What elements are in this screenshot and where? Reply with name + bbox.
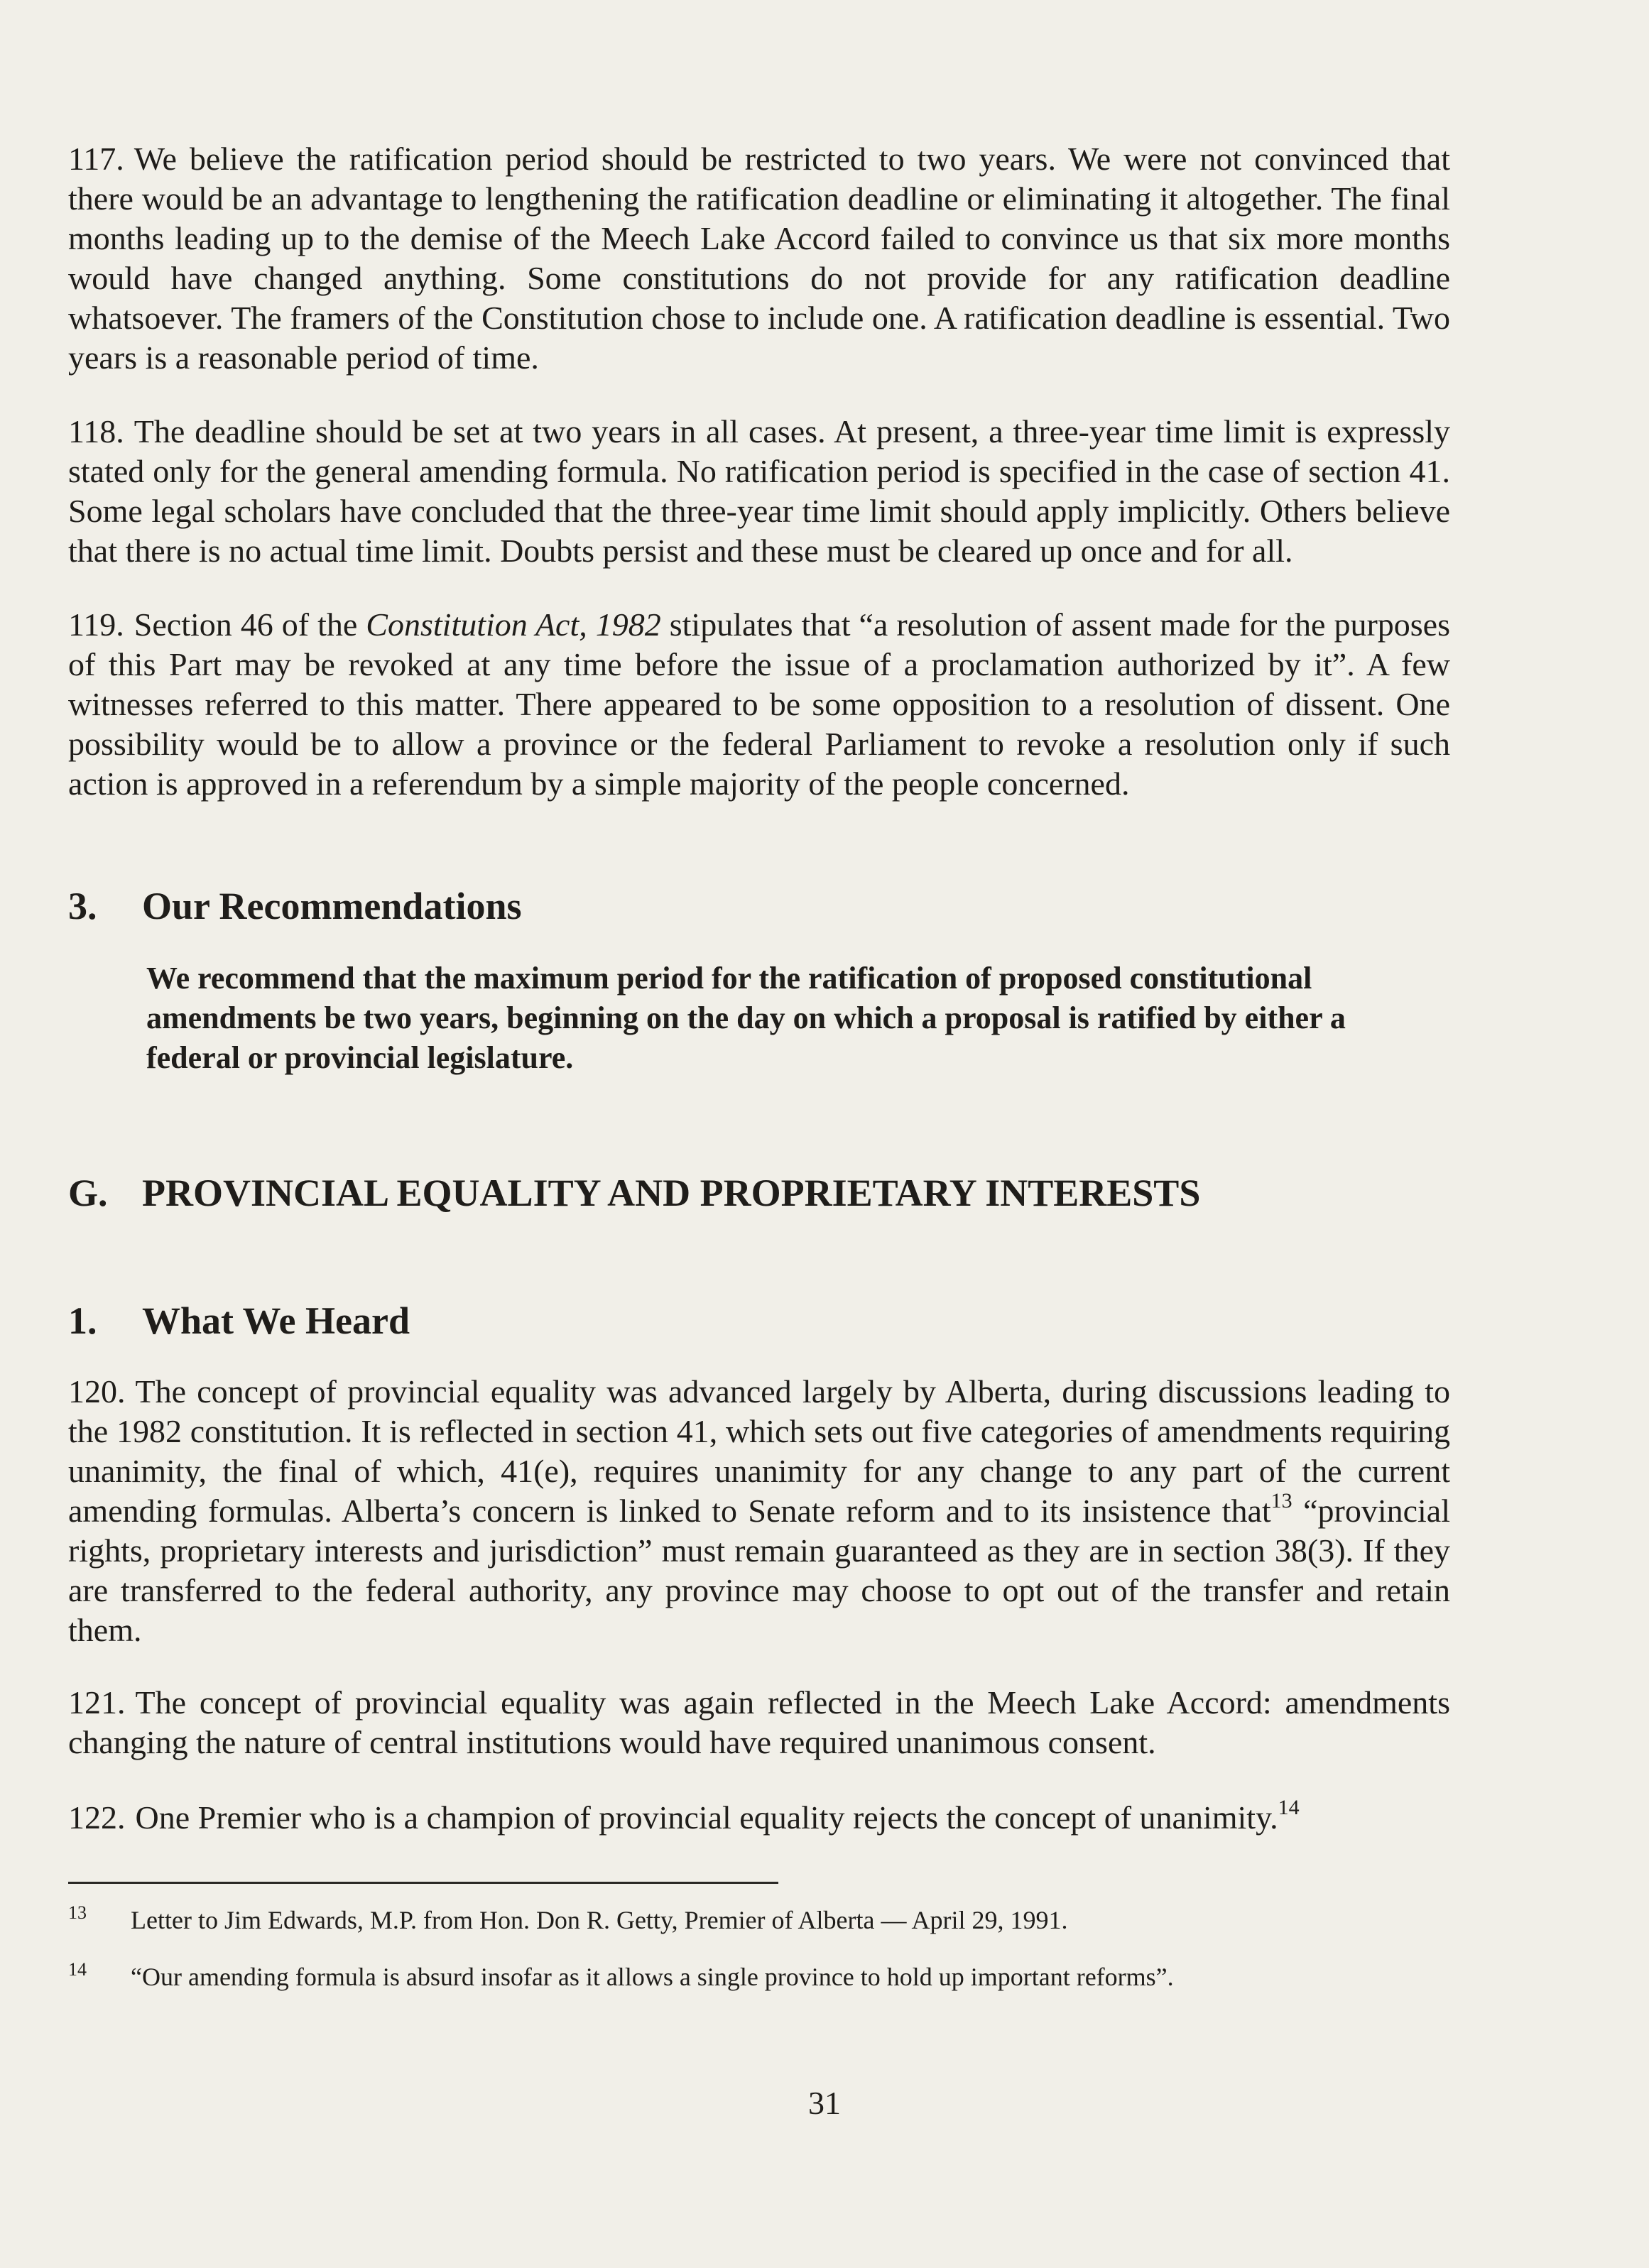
act-title: Constitution Act, 1982	[366, 606, 661, 643]
paragraph-118	[68, 412, 1450, 571]
footnote-ref-14: 14	[1278, 1796, 1300, 1819]
recommendation-text: We recommend that the maximum period for the ratification of proposed constitutional amendments be two years, beginning on the day on which a proposal is ratified by either a federal or provincial legislature.	[146, 961, 1346, 1075]
paragraph-text: The concept of provincial equality was again reflected in the Meech Lake Accord: amendments changing the nature of central institutions would have required unanimous consent.	[68, 1684, 1450, 1760]
footnote-number: 14	[68, 1959, 87, 1980]
paragraph-120	[68, 1372, 1450, 1650]
footnote-14	[68, 1954, 1450, 1992]
footnote-number: 13	[68, 1902, 87, 1923]
paragraph-text-continued: “provincial rights, proprietary interests and jurisdiction” must remain guaranteed as they are in section 38(3). If they are transferred to the federal authority, any province may choose to opt out of the transfer and retain them.	[68, 1493, 1451, 1648]
heading-title: Our Recommendations	[142, 885, 522, 927]
paragraph-number: 121.	[68, 1684, 126, 1721]
paragraph-text: One Premier who is a champion of provincial equality rejects the concept of unanimity.	[135, 1799, 1278, 1836]
paragraph-number: 117.	[68, 141, 124, 177]
heading-what-we-heard	[68, 1298, 1450, 1343]
paragraph-text-continued: stipulates that “a resolution of assent made for the purposes of this Part may be revoked at any time before the issue of a proclamation authorized by it”. A few witnesses referred to this matter. There appeared to be some opposition to a resolution of dissent. One possibility would be to allow a province or the federal Parliament to revoke a resolution only if such action is approved in a referendum by a simple majority of the people concerned.	[68, 606, 1451, 802]
paragraph-117	[68, 139, 1450, 378]
paragraph-121	[68, 1683, 1450, 1762]
heading-section-g	[68, 1170, 1450, 1216]
footnote-text: “Our amending formula is absurd insofar as it allows a single province to hold up important reforms”.	[131, 1963, 1174, 1991]
paragraph-text: Section 46 of the	[134, 606, 358, 643]
footnote-divider	[68, 1882, 778, 1884]
footnote-13	[68, 1897, 1450, 1936]
footnote-ref-13: 13	[1270, 1489, 1292, 1512]
heading-number: G.	[68, 1172, 108, 1214]
paragraph-text: The deadline should be set at two years in all cases. At present, a three-year time limit is expressly stated only for the general amending formula. No ratification period is specified in the case of section 41. Some legal scholars have concluded that the three-year time limit should apply implicitly. Others believe that there is no actual time limit. Doubts persist and these must be cleared up once and for all.	[68, 413, 1450, 569]
paragraph-number: 118.	[68, 413, 124, 449]
paragraph-119	[68, 605, 1450, 804]
heading-title: What We Heard	[142, 1299, 410, 1342]
heading-our-recommendations	[68, 883, 1450, 929]
footnote-text: Letter to Jim Edwards, M.P. from Hon. Don R. Getty, Premier of Alberta — April 29, 1991.	[131, 1906, 1068, 1934]
recommendation-block	[146, 959, 1446, 1078]
paragraph-122	[68, 1798, 1450, 1838]
page-number: 31	[808, 2085, 841, 2121]
paragraph-text: The concept of provincial equality was advanced largely by Alberta, during discussions leading to the 1982 constitution. It is reflected in section 41, which sets out five categories of amendments requiring unanimity, the final of which, 41(e), requires unanimity for any change to any part of the current amending formulas. Alberta’s concern is linked to Senate reform and to its insistence that	[68, 1373, 1450, 1529]
paragraph-number: 120.	[68, 1373, 126, 1410]
paragraph-number: 119.	[68, 606, 124, 643]
heading-title: PROVINCIAL EQUALITY AND PROPRIETARY INTERESTS	[142, 1172, 1201, 1214]
paragraph-text: We believe the ratification period should be restricted to two years. We were not convinced that there would be an advantage to lengthening the ratification deadline or eliminating it altogether. The final months leading up to the demise of the Meech Lake Accord failed to convince us that six more months would have changed anything. Some constitutions do not provide for any ratification deadline whatsoever. The framers of the Constitution chose to include one. A ratification deadline is essential. Two years is a reasonable period of time.	[68, 141, 1450, 376]
paragraph-number: 122.	[68, 1799, 126, 1836]
heading-number: 3.	[68, 885, 97, 927]
heading-number: 1.	[68, 1299, 97, 1342]
